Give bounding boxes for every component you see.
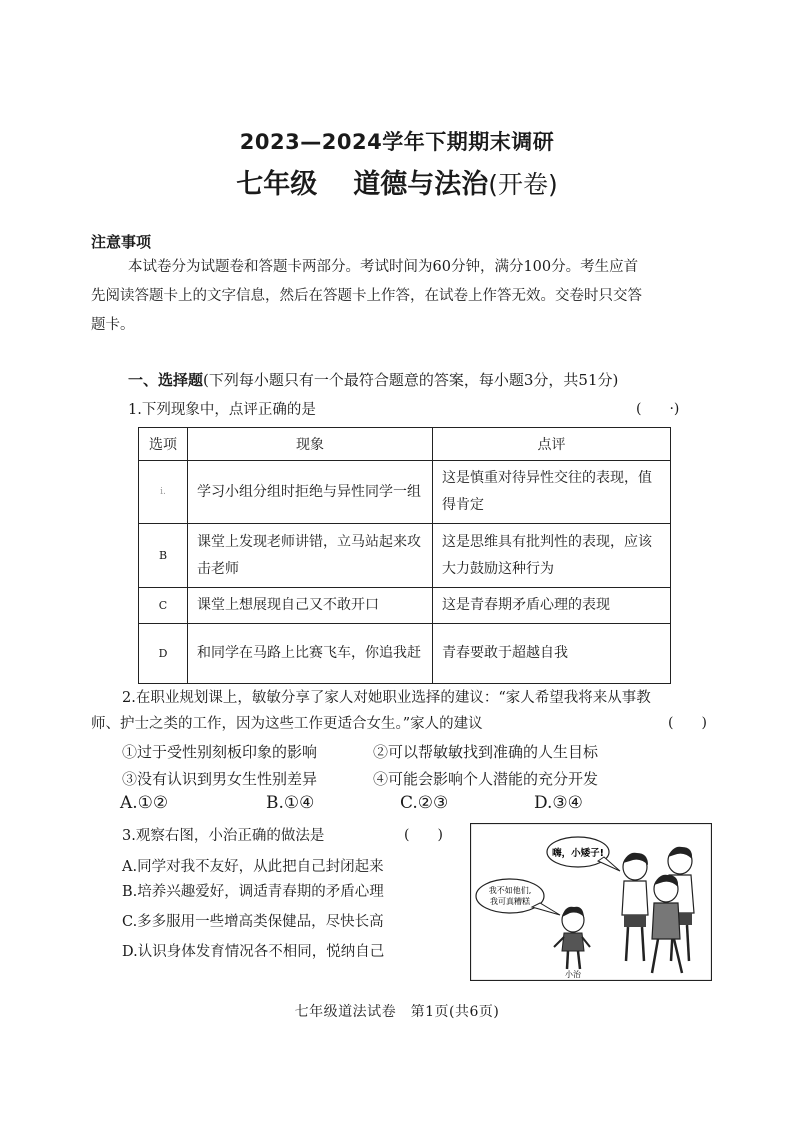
q2-statement-3: ③没有认识到男女生性别差异 (122, 770, 318, 788)
header-phenomenon: 现象 (188, 428, 433, 461)
row-comment: 这是思维具有批判性的表现，应该大力鼓励这种行为 (433, 524, 671, 588)
q3-stem: 3.观察右图，小治正确的做法是 (122, 828, 325, 844)
header-comment: 点评 (433, 428, 671, 461)
table-row (139, 624, 671, 684)
exam-title-year: 2023—2024学年下期期末调研 (239, 130, 555, 154)
row-key: C (139, 588, 188, 624)
q1-stem: 1.下列现象中，点评正确的是 (128, 402, 316, 418)
q2-option-a: A.①② (120, 793, 169, 813)
q2-answer-paren: ( ) (668, 715, 707, 731)
notice-line-3: 题卡。 (91, 317, 135, 333)
exam-title-subject (0, 162, 794, 201)
row-key: B (139, 524, 188, 588)
q3-option-b: B.培养兴趣爱好，调适青春期的矛盾心理 (122, 884, 384, 900)
q2-stem-line-1: 2.在职业规划课上，敏敏分享了家人对她职业选择的建议：“家人希望我将来从事教 (122, 690, 651, 706)
subject-label: 道德与法治 (353, 169, 489, 200)
q1-options-table (138, 427, 671, 684)
section-heading (128, 369, 618, 390)
row-key: ⅰ. (139, 461, 188, 524)
notice-line-1: 本试卷分为试题卷和答题卡两部分。考试时间为60分钟，满分100分。考生应首 (128, 259, 639, 275)
q3-option-d: D.认识身体发育情况各不相同，悦纳自己 (122, 944, 385, 960)
taunt-text: 嗨，小矮子! (552, 848, 604, 859)
page-footer: 七年级道法试卷 第1页(共6页) (294, 1004, 500, 1020)
row-comment: 这是慎重对待异性交往的表现，值得肯定 (433, 461, 671, 524)
q2-statement-4: ④可能会影响个人潜能的充分开发 (373, 770, 599, 788)
q2-option-c: C.②③ (400, 793, 449, 813)
paper-type-label: (开卷) (488, 170, 558, 199)
q3-answer-paren: ( ) (404, 827, 443, 843)
q2-statement-2: ②可以帮敏敏找到准确的人生目标 (373, 743, 599, 761)
table-row (139, 524, 671, 588)
boy-name-label: 小治 (565, 970, 581, 979)
table-row (139, 588, 671, 624)
table-header-row (139, 428, 671, 461)
notice-heading: 注意事项 (91, 233, 152, 251)
row-phenomenon: 课堂上发现老师讲错，立马站起来攻击老师 (188, 524, 433, 588)
row-comment: 青春要敢于超越自我 (433, 624, 671, 684)
row-phenomenon: 学习小组分组时拒绝与异性同学一组 (188, 461, 433, 524)
q2-option-b: B.①④ (266, 793, 315, 813)
cartoon-illustration (470, 823, 712, 981)
row-key: D (139, 624, 188, 684)
q2-option-d: D.③④ (534, 793, 583, 813)
thought-text-1: 我不如他们, (488, 886, 532, 895)
header-option: 选项 (139, 428, 188, 461)
row-phenomenon: 课堂上想展现自己又不敢开口 (188, 588, 433, 624)
notice-line-2: 先阅读答题卡上的文字信息，然后在答题卡上作答，在试卷上作答无效。交卷时只交答 (91, 288, 642, 304)
table-row (139, 461, 671, 524)
q3-option-c: C.多多服用一些增高类保健品，尽快长高 (122, 914, 384, 930)
q2-statement-1: ①过于受性别刻板印象的影响 (122, 743, 318, 761)
q3-option-a: A.同学对我不友好，从此把自己封闭起来 (122, 859, 384, 875)
grade-label: 七年级 (236, 169, 318, 200)
q1-answer-paren: ( ·) (636, 401, 680, 417)
section-title: 一、选择题 (128, 371, 204, 389)
section-instruction: (下列每小题只有一个最符合题意的答案，每小题3分，共51分) (203, 371, 619, 389)
q2-stem-line-2: 师、护士之类的工作，因为这些工作更适合女生。”家人的建议 (91, 716, 483, 732)
row-phenomenon: 和同学在马路上比赛飞车，你追我赶 (188, 624, 433, 684)
row-comment: 这是青春期矛盾心理的表现 (433, 588, 671, 624)
thought-text-2: 我可真糟糕 (490, 897, 530, 906)
